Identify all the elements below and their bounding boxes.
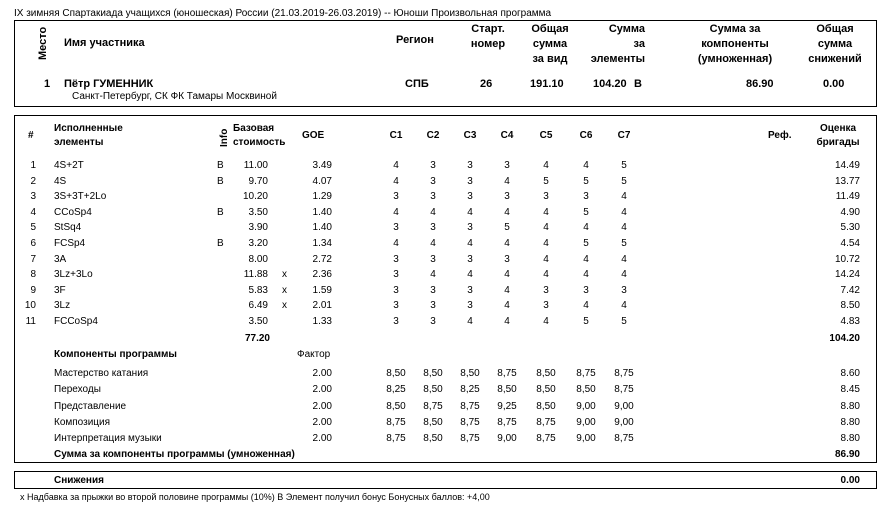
- judge-header: С2: [426, 130, 440, 141]
- judge-mark: 3: [393, 300, 399, 312]
- judge-mark: 3: [430, 175, 436, 187]
- judge-mark: 3: [504, 253, 510, 265]
- skater-club: Санкт-Петербург, СК ФК Тамары Москвиной: [72, 91, 277, 102]
- judge-mark: 8,50: [497, 384, 517, 396]
- ref-header: Реф.: [768, 130, 792, 141]
- judge-mark: 9,00: [576, 433, 596, 445]
- element-bonus-mark: x: [282, 284, 287, 296]
- judge-mark: 3: [430, 316, 436, 327]
- judge-mark: 8,75: [386, 433, 406, 445]
- element-code: 3S+3T+2Lo: [54, 191, 107, 203]
- element-panel-score: 14.24: [834, 269, 860, 281]
- element-panel-score: 10.72: [834, 253, 860, 265]
- element-base-value: 10.20: [242, 191, 268, 203]
- judge-mark: 8,75: [460, 416, 480, 428]
- judge-mark: 8,75: [536, 433, 556, 445]
- judge-mark: 4: [393, 160, 399, 171]
- judge-mark: 5: [504, 222, 510, 234]
- element-code: 3F: [54, 284, 66, 296]
- skater-region: СПБ: [405, 78, 429, 90]
- element-goe: 1.33: [312, 316, 332, 327]
- judge-mark: 5: [621, 316, 627, 327]
- element-number: 3: [30, 191, 36, 203]
- judge-mark: 4: [504, 284, 510, 296]
- judge-mark: 8,50: [423, 416, 443, 428]
- element-base-value: 5.83: [248, 284, 268, 296]
- judge-mark: 4: [504, 238, 510, 249]
- judge-mark: 3: [583, 284, 589, 296]
- judge-mark: 5: [621, 238, 627, 249]
- num-header: #: [28, 130, 34, 141]
- judge-mark: 4: [543, 206, 549, 218]
- judge-mark: 3: [393, 253, 399, 265]
- skater-elements-flag: B: [634, 78, 642, 90]
- judge-mark: 4: [621, 222, 627, 234]
- judge-mark: 4: [393, 238, 399, 249]
- judge-mark: 4: [583, 160, 589, 171]
- element-goe: 2.01: [312, 300, 332, 312]
- judge-mark: 8,75: [497, 416, 517, 428]
- judge-mark: 4: [583, 269, 589, 281]
- elements-header: Исполненные элементы: [54, 123, 123, 148]
- element-info: B: [217, 175, 224, 187]
- judge-header: С1: [389, 130, 403, 141]
- judge-mark: 4: [543, 222, 549, 234]
- element-number: 5: [30, 222, 36, 234]
- component-panel-score: 8.80: [840, 433, 860, 445]
- element-panel-score: 4.90: [840, 206, 860, 218]
- judge-mark: 4: [583, 300, 589, 312]
- judge-mark: 5: [583, 316, 589, 327]
- judge-mark: 3: [467, 175, 473, 187]
- element-panel-score: 4.83: [840, 316, 860, 327]
- element-goe: 4.07: [312, 175, 332, 187]
- element-panel-score: 13.77: [834, 175, 860, 187]
- element-code: FCCoSp4: [54, 316, 98, 327]
- element-goe: 2.72: [312, 253, 332, 265]
- start-header: Старт. номер: [470, 23, 506, 50]
- judge-mark: 4: [504, 175, 510, 187]
- judge-mark: 3: [393, 269, 399, 281]
- judge-mark: 3: [393, 222, 399, 234]
- judge-mark: 3: [467, 300, 473, 312]
- skater-deductions: 0.00: [823, 78, 845, 90]
- element-base-value: 6.49: [248, 300, 268, 312]
- judge-mark: 3: [543, 284, 549, 296]
- judge-mark: 8,25: [386, 384, 406, 396]
- element-code: CCoSp4: [54, 206, 92, 218]
- element-info: B: [217, 160, 224, 171]
- judge-mark: 4: [543, 269, 549, 281]
- judge-mark: 4: [467, 238, 473, 249]
- judge-mark: 8,50: [536, 368, 556, 379]
- goe-header: GOE: [302, 130, 325, 141]
- element-number: 2: [30, 175, 36, 187]
- judge-mark: 9,00: [614, 416, 634, 428]
- judge-mark: 3: [504, 191, 510, 203]
- element-bonus-mark: x: [282, 269, 287, 281]
- judge-mark: 4: [504, 269, 510, 281]
- judge-mark: 3: [504, 160, 510, 171]
- element-panel-score: 14.49: [834, 160, 860, 171]
- element-code: StSq4: [54, 222, 82, 234]
- skater-place: 1: [44, 78, 51, 90]
- judge-mark: 4: [504, 316, 510, 327]
- elements-sum-header: Сумма за элементы: [590, 23, 645, 65]
- deductions-value: 0.00: [840, 475, 860, 486]
- element-panel-score: 5.30: [840, 222, 860, 234]
- judge-mark: 4: [583, 253, 589, 265]
- elements-total: 104.20: [829, 333, 860, 344]
- components-sum-label: Сумма за компоненты программы (умноженная): [54, 449, 295, 460]
- element-goe: 1.40: [312, 206, 332, 218]
- info-header: Info: [219, 128, 230, 147]
- judge-mark: 3: [467, 253, 473, 265]
- judge-mark: 3: [393, 191, 399, 203]
- place-header: Место: [37, 26, 49, 60]
- element-code: 4S+2T: [54, 160, 84, 171]
- judge-header: С7: [617, 130, 631, 141]
- element-number: 11: [25, 316, 36, 327]
- element-panel-score: 4.54: [840, 238, 860, 249]
- judge-mark: 3: [430, 222, 436, 234]
- skater-start-number: 26: [480, 78, 493, 90]
- judge-mark: 8,75: [614, 433, 634, 445]
- judge-header: С3: [463, 130, 477, 141]
- judge-mark: 8,75: [460, 433, 480, 445]
- element-base-value: 3.90: [248, 222, 268, 234]
- element-goe: 3.49: [312, 160, 332, 171]
- judge-mark: 5: [583, 206, 589, 218]
- judge-mark: 8,75: [386, 416, 406, 428]
- skater-components-score: 86.90: [746, 78, 774, 90]
- element-number: 9: [30, 284, 36, 296]
- skater-elements-score: 104.20: [593, 78, 627, 90]
- panel-score-header: Оценка бригады: [816, 123, 860, 148]
- judge-mark: 9,00: [614, 400, 634, 412]
- element-number: 4: [30, 206, 36, 218]
- component-panel-score: 8.80: [840, 400, 860, 412]
- element-code: 3A: [54, 253, 67, 265]
- element-number: 8: [30, 269, 36, 281]
- judge-mark: 4: [504, 300, 510, 312]
- judge-mark: 8,25: [460, 384, 480, 396]
- base-value-header: Базовая стоимость: [233, 123, 286, 148]
- element-bonus-mark: x: [282, 300, 287, 312]
- element-number: 10: [24, 300, 36, 312]
- element-goe: 1.29: [312, 191, 332, 203]
- judge-mark: 4: [430, 238, 436, 249]
- judge-mark: 5: [583, 175, 589, 187]
- element-base-value: 11.88: [243, 269, 268, 281]
- judge-mark: 4: [543, 316, 549, 327]
- component-name: Композиция: [54, 416, 111, 428]
- judge-mark: 8,50: [576, 384, 596, 396]
- judge-mark: 4: [430, 206, 436, 218]
- judge-mark: 9,25: [497, 400, 517, 412]
- event-title: IX зимняя Спартакиада учащихся (юношеская) России (21.03.2019-26.03.2019) -- Юноши Произвольная программа: [14, 8, 552, 19]
- judge-mark: 4: [621, 206, 627, 218]
- judge-mark: 8,50: [386, 368, 406, 379]
- components-sum-header: Сумма за компоненты (умноженная): [697, 23, 773, 65]
- element-base-value: 3.50: [248, 316, 268, 327]
- judge-mark: 3: [543, 191, 549, 203]
- element-goe: 2.36: [312, 269, 332, 281]
- component-factor: 2.00: [312, 368, 332, 379]
- judge-header: С5: [539, 130, 553, 141]
- judge-mark: 4: [467, 316, 473, 327]
- element-goe: 1.59: [312, 284, 332, 296]
- judge-mark: 8,75: [536, 416, 556, 428]
- element-base-value: 3.20: [248, 238, 268, 249]
- component-panel-score: 8.80: [840, 416, 860, 428]
- judge-mark: 3: [543, 300, 549, 312]
- judge-header: С6: [579, 130, 593, 141]
- judge-mark: 5: [621, 175, 627, 187]
- element-number: 1: [30, 160, 36, 171]
- element-base-value: 9.70: [248, 175, 268, 187]
- component-name: Представление: [54, 400, 127, 412]
- judge-mark: 9,00: [497, 433, 517, 445]
- judge-mark: 8,50: [386, 400, 406, 412]
- judge-mark: 4: [621, 269, 627, 281]
- judge-mark: 3: [621, 284, 627, 296]
- judge-mark: 5: [621, 160, 627, 171]
- judge-mark: 4: [430, 269, 436, 281]
- judge-mark: 4: [621, 253, 627, 265]
- judge-mark: 3: [430, 253, 436, 265]
- judge-mark: 8,75: [497, 368, 517, 379]
- element-info: B: [217, 206, 224, 218]
- region-header: Регион: [396, 34, 434, 46]
- judge-mark: 3: [393, 284, 399, 296]
- component-name: Интерпретация музыки: [54, 433, 162, 445]
- factor-header: Фактор: [297, 349, 331, 360]
- deductions-label: Снижения: [54, 475, 104, 486]
- element-info: B: [217, 238, 224, 249]
- deductions-header: Общая сумма снижений: [808, 23, 862, 65]
- total-header: Общая сумма за вид: [531, 23, 569, 65]
- judge-mark: 8,50: [423, 384, 443, 396]
- judge-mark: 4: [393, 175, 399, 187]
- element-code: 3Lz+3Lo: [54, 269, 93, 281]
- component-factor: 2.00: [312, 384, 332, 396]
- judge-mark: 8,75: [423, 400, 443, 412]
- judge-mark: 8,50: [536, 384, 556, 396]
- judge-mark: 4: [621, 300, 627, 312]
- element-code: FCSp4: [54, 238, 86, 249]
- element-number: 6: [30, 238, 36, 249]
- judge-mark: 4: [467, 269, 473, 281]
- judge-mark: 8,50: [423, 368, 443, 379]
- judge-mark: 3: [393, 316, 399, 327]
- judge-mark: 8,50: [460, 368, 480, 379]
- judge-mark: 4: [393, 206, 399, 218]
- judge-header: С4: [500, 130, 514, 141]
- judge-mark: 4: [504, 206, 510, 218]
- judge-mark: 3: [467, 191, 473, 203]
- component-panel-score: 8.60: [840, 368, 860, 379]
- judge-mark: 4: [467, 206, 473, 218]
- judge-mark: 8,50: [423, 433, 443, 445]
- base-total: 77.20: [244, 333, 270, 344]
- judge-mark: 3: [430, 160, 436, 171]
- element-base-value: 3.50: [248, 206, 268, 218]
- judge-mark: 9,00: [576, 416, 596, 428]
- judge-mark: 8,75: [614, 368, 634, 379]
- element-number: 7: [30, 253, 36, 265]
- component-panel-score: 8.45: [840, 384, 860, 396]
- name-header: Имя участника: [64, 37, 145, 49]
- judge-mark: 8,50: [536, 400, 556, 412]
- judge-mark: 3: [467, 222, 473, 234]
- judge-mark: 4: [583, 222, 589, 234]
- judge-mark: 4: [621, 191, 627, 203]
- judge-mark: 4: [543, 160, 549, 171]
- judge-mark: 8,75: [576, 368, 596, 379]
- judge-mark: 3: [583, 191, 589, 203]
- judge-mark: 3: [430, 284, 436, 296]
- judge-mark: 4: [543, 238, 549, 249]
- judge-mark: 8,75: [460, 400, 480, 412]
- element-code: 3Lz: [54, 300, 71, 312]
- judge-mark: 4: [543, 253, 549, 265]
- components-sum: 86.90: [834, 449, 860, 460]
- element-code: 4S: [54, 175, 67, 187]
- judge-mark: 8,75: [614, 384, 634, 396]
- element-base-value: 11.00: [243, 160, 268, 171]
- element-panel-score: 11.49: [835, 191, 860, 203]
- element-base-value: 8.00: [248, 253, 268, 265]
- judge-mark: 3: [467, 160, 473, 171]
- judge-mark: 3: [467, 284, 473, 296]
- deductions-box: [14, 471, 877, 489]
- footnote: x Надбавка за прыжки во второй половине программы (10%) B Элемент получил бонус Бонусных баллов: +4,00: [20, 492, 490, 502]
- component-factor: 2.00: [312, 416, 332, 428]
- judge-mark: 3: [430, 191, 436, 203]
- judge-mark: 3: [430, 300, 436, 312]
- skater-total: 191.10: [530, 78, 564, 90]
- element-panel-score: 8.50: [840, 300, 860, 312]
- judge-mark: 5: [543, 175, 549, 187]
- component-name: Переходы: [54, 384, 101, 396]
- element-goe: 1.40: [312, 222, 332, 234]
- judge-mark: 5: [583, 238, 589, 249]
- component-factor: 2.00: [312, 433, 332, 445]
- element-goe: 1.34: [312, 238, 332, 249]
- skater-name: Пётр ГУМЕННИК: [64, 78, 154, 90]
- element-panel-score: 7.42: [840, 284, 860, 296]
- component-name: Мастерство катания: [54, 368, 149, 379]
- components-header: Компоненты программы: [54, 349, 177, 360]
- component-factor: 2.00: [312, 400, 332, 412]
- judge-mark: 9,00: [576, 400, 596, 412]
